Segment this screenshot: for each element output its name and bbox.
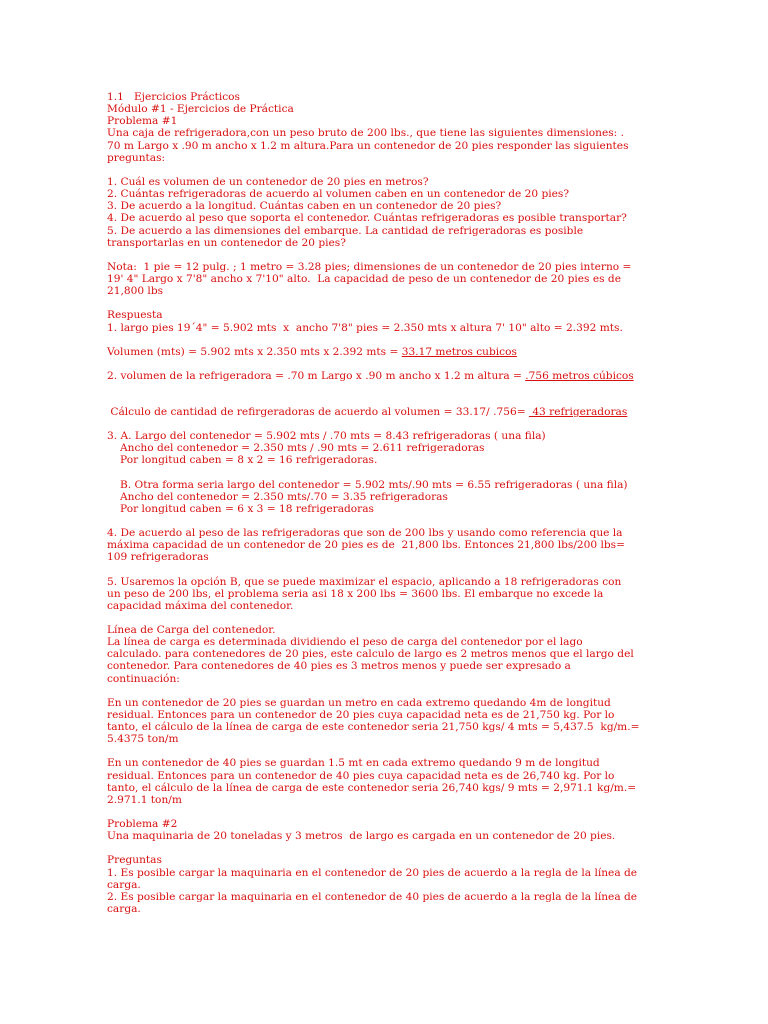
container-40-paragraph: En un contenedor de 40 pies se guardan 1.5 mt en cada extremo quedando 9 m de longitud xyxy=(107,757,600,770)
problem-1-text: 70 m Largo x .90 m ancho x 1.2 m altura.Para un contenedor de 20 pies responder las siguientes xyxy=(107,139,629,152)
load-line-heading: Línea de Carga del contenedor. xyxy=(107,624,276,636)
problem-1-text: preguntas: xyxy=(107,151,166,164)
answer-3b-detail: Por longitud caben = 6 x 3 = 18 refrigeradoras xyxy=(120,502,374,515)
container-40-paragraph: tanto, el cálculo de la línea de carga de este contenedor seria 26,740 kgs/ 9 mts = 2,971.1 kg/m.= xyxy=(107,781,637,794)
problem-2-heading: Problema #2 xyxy=(107,818,178,831)
problem-1-text: Una caja de refrigeradora,con un peso bruto de 200 lbs., que tiene las siguientes dimensiones: . xyxy=(107,127,624,140)
document-page xyxy=(107,91,667,915)
load-line-text: contenedor. Para contenedores de 40 pies es 3 metros menos y puede ser expresado a xyxy=(107,660,571,673)
section-heading: 1.1 Ejercicios Prácticos xyxy=(107,91,240,103)
problem-2-text: Una maquinaria de 20 toneladas y 3 metros de largo es cargada en un contenedor de 20 pies. xyxy=(107,830,616,843)
problem-1-heading: Problema #1 xyxy=(107,115,178,128)
question-3: 3. De acuerdo a la longitud. Cuántas caben en un contenedor de 20 pies? xyxy=(107,200,502,213)
note: Nota: 1 pie = 12 pulg. ; 1 metro = 3.28 pies; dimensiones de un contenedor de 20 pies interno = xyxy=(107,260,632,273)
note: 21,800 lbs xyxy=(107,285,164,298)
volume-formula: Volumen (mts) = 5.902 mts x 2.350 mts x 2.392 mts = xyxy=(107,345,402,358)
question-5: 5. De acuerdo a las dimensiones del embarque. La cantidad de refrigeradoras es posible xyxy=(107,224,584,237)
note: 19' 4" Largo x 7'8" ancho x 7'10" alto. La capacidad de peso de un contenedor de 20 pies es de xyxy=(107,273,621,286)
answer-2 xyxy=(107,370,667,382)
question-2: 2. Cuántas refrigeradoras de acuerdo al volumen caben en un contenedor de 20 pies? xyxy=(107,188,570,201)
container-20-paragraph: residual. Entonces para un contenedor de 20 pies cuya capacidad neta es de 21,750 kg. Por lo xyxy=(107,708,615,721)
volume-count-formula: Cálculo de cantidad de refirgeradoras de acuerdo al volumen = 33.17/ .756= xyxy=(107,405,529,418)
answer-4: 109 refrigeradoras xyxy=(107,551,209,564)
volume-result: 33.17 metros cubicos xyxy=(401,345,517,358)
container-20-paragraph: tanto, el cálculo de la línea de carga de este contenedor seria 21,750 kgs/ 4 mts = 5,437.5 kg/m.= xyxy=(107,721,640,734)
question-4: 4. De acuerdo al peso que soporta el contenedor. Cuántas refrigeradoras es posible transportar? xyxy=(107,212,627,225)
answer-3b-detail: Ancho del contenedor = 2.350 mts/.70 = 3.35 refrigeradoras xyxy=(120,490,448,503)
module-title: Módulo #1 - Ejercicios de Práctica xyxy=(107,103,294,116)
answer-5: capacidad máxima del contenedor. xyxy=(107,599,294,612)
answer-3a-detail: Por longitud caben = 8 x 2 = 16 refrigeradoras. xyxy=(120,454,378,467)
container-40-paragraph: residual. Entonces para un contenedor de 40 pies cuya capacidad neta es de 26,740 kg. Por lo xyxy=(107,769,615,782)
question-1: 1. Cuál es volumen de un contenedor de 20 pies en metros? xyxy=(107,175,429,188)
fridge-volume-result: .756 metros cúbicos xyxy=(525,369,634,382)
answer-4: 4. De acuerdo al peso de las refrigeradoras que son de 200 lbs y usando como referencia que la xyxy=(107,527,623,540)
fridge-volume-formula: 2. volumen de la refrigeradora = .70 m Largo x .90 m ancho x 1.2 m altura = xyxy=(107,369,526,382)
answer-3a: 3. A. Largo del contenedor = 5.902 mts / .70 mts = 8.43 refrigeradoras ( una fila) xyxy=(107,430,546,443)
volume-count-result: 43 refrigeradoras xyxy=(528,405,628,418)
answer-heading: Respuesta xyxy=(107,309,163,322)
volume-line xyxy=(107,346,667,358)
answer-3a-detail: Ancho del contenedor = 2.350 mts / .90 mts = 2.611 refrigeradoras xyxy=(120,442,485,455)
container-20-paragraph: En un contenedor de 20 pies se guardan un metro en cada extremo quedando 4m de longitud xyxy=(107,696,611,709)
problem-2-question-1: carga. xyxy=(107,878,141,891)
question-5: transportarlas en un contenedor de 20 pies? xyxy=(107,236,346,249)
problem-2-question-2: carga. xyxy=(107,902,141,915)
container-20-paragraph: 5.4375 ton/m xyxy=(107,733,179,746)
problem-2-question-2: 2. Es posible cargar la maquinaria en el contenedor de 40 pies de acuerdo a la regla de la línea de xyxy=(107,890,638,903)
answer-4: máxima capacidad de un contenedor de 20 pies es de 21,800 lbs. Entonces 21,800 lbs/200 lbs= xyxy=(107,539,625,552)
answer-5: un peso de 200 lbs, el problema seria asi 18 x 200 lbs = 3600 lbs. El embarque no excede la xyxy=(107,587,604,600)
load-line-text: La línea de carga es determinada dividiendo el peso de carga del contenedor por el lago xyxy=(107,636,583,649)
volume-count-line xyxy=(107,406,667,418)
answer-1: 1. largo pies 19´4" = 5.902 mts x ancho 7'8" pies = 2.350 mts x altura 7' 10" alto = 2.392 mts. xyxy=(107,321,623,334)
questions-heading: Preguntas xyxy=(107,854,162,867)
answer-3b: B. Otra forma seria largo del contenedor = 5.902 mts/.90 mts = 6.55 refrigeradoras ( una fila) xyxy=(120,478,628,491)
load-line-text: calculado. para contenedores de 20 pies, este calculo de largo es 2 metros menos que el largo del xyxy=(107,648,634,661)
problem-2-question-1: 1. Es posible cargar la maquinaria en el contenedor de 20 pies de acuerdo a la regla de la línea de xyxy=(107,866,638,879)
container-40-paragraph: 2.971.1 ton/m xyxy=(107,793,182,806)
answer-5: 5. Usaremos la opción B, que se puede maximizar el espacio, aplicando a 18 refrigeradoras con xyxy=(107,575,622,588)
load-line-text: continuación: xyxy=(107,672,180,685)
